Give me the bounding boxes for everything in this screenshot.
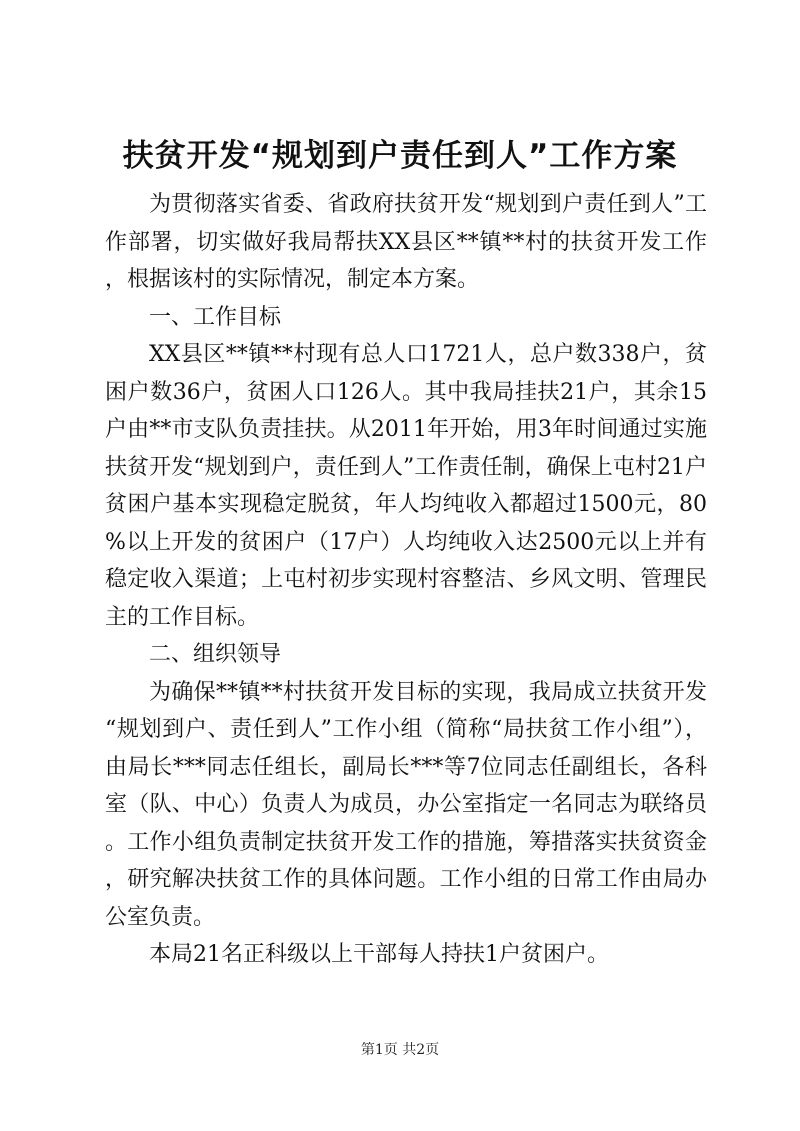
document-title: 扶贫开发“规划到户责任到人”工作方案: [122, 138, 678, 174]
organization-paragraph: 为确保**镇**村扶贫开发目标的实现，我局成立扶贫开发“规划到户、责任到人”工作小组（简称“局扶贫工作小组”），由局长***同志任组长，副局长***等7位同志任副组长，各科室（队、中心）负责人为成员，办公室指定一名同志为联络员。工作小组负责制定扶贫开发工作的措施，筹措落实扶贫资金，研究解决扶贫工作的具体问题。工作小组的日常工作由局办公室负责。: [105, 679, 707, 930]
page-number-footer: 第1页 共2页: [360, 1042, 440, 1058]
document-body: [105, 186, 707, 974]
section-heading-goals: 一、工作目标: [149, 304, 282, 330]
cadre-paragraph: 本局21名正科级以上干部每人持扶1户贫困户。: [149, 942, 609, 967]
goals-paragraph: XX县区**镇**村现有总人口1721人，总户数338户，贫困户数36户，贫困人口126人。其中我局挂扶21户，其余15户由**市支队负责挂扶。从2011年开始，用3年时间通过实施扶贫开发“规划到户，责任到人”工作责任制，确保上屯村21户贫困户基本实现稳定脱贫，年人均纯收入都超过1500元，80%以上开发的贫困户（17户）人均纯收入达2500元以上并有稳定收入渠道；上屯村初步实现村容整洁、乡风文明、管理民主的工作目标。: [105, 342, 707, 630]
section-heading-organization: 二、组织领导: [149, 642, 282, 667]
intro-paragraph: 为贯彻落实省委、省政府扶贫开发“规划到户责任到人”工作部署，切实做好我局帮扶XX县区**镇**村的扶贫开发工作，根据该村的实际情况，制定本方案。: [105, 192, 707, 292]
